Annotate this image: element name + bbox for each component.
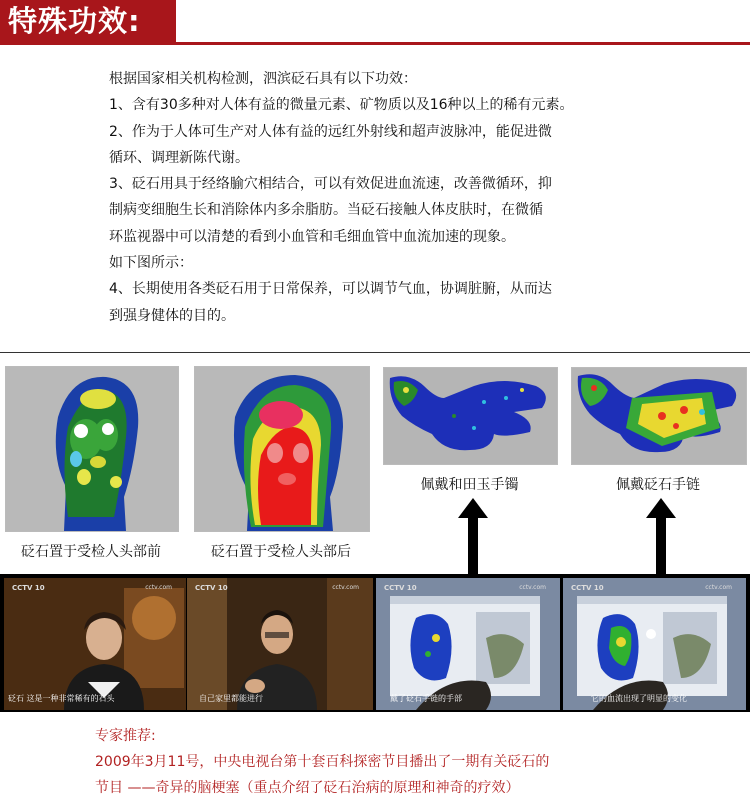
thermal-head-after-caption: 砭石置于受检人头部后 <box>211 544 351 560</box>
intro-line: 制病变细胞生长和消除体内多余脂肪。当砭石接触人体皮肤时，在微循 <box>109 202 543 219</box>
expert-heading: 专家推荐: <box>95 728 156 744</box>
tv-subtitle: 自己家里都能进行 <box>199 694 263 703</box>
intro-line: 如下图所示： <box>109 255 193 272</box>
tv-subtitle: 它的血流出现了明显的变化 <box>591 694 687 703</box>
tv-shot-host <box>4 578 186 710</box>
title-underline <box>0 42 750 45</box>
section-title: 特殊功效: <box>0 0 176 42</box>
intro-line: 到强身健体的目的。 <box>109 307 235 324</box>
site-logo: cctv.com <box>519 584 546 591</box>
thermal-hand-jade-image <box>383 367 558 465</box>
thermal-hand-bian-graphic <box>572 368 746 464</box>
thermal-head-before-caption: 砭石置于受检人头部前 <box>21 544 161 560</box>
intro-line: 4、长期使用各类砭石用于日常保养，可以调节气血，协调脏腑，从而达 <box>109 281 552 298</box>
intro-line: 根据国家相关机构检测，泗滨砭石具有以下功效： <box>109 71 417 87</box>
thermal-hand-bian-caption: 佩戴砭石手链 <box>616 477 700 493</box>
intro-line: 3、砭石用具于经络腧穴相结合，可以有效促进血流速，改善微循环，抑 <box>109 176 552 193</box>
expert-line: 2009年3月11号，中央电视台第十套百科探密节目播出了一期有关砭石的 <box>95 754 550 770</box>
thermal-hand-jade-caption: 佩戴和田玉手镯 <box>420 477 519 493</box>
intro-line: 2、作为于人体可生产对人体有益的远红外射线和超声波脉冲，能促进微 <box>109 123 552 140</box>
expert-line: 节目 ——奇异的脑梗塞（重点介绍了砭石治病的原理和神奇的疗效） <box>95 780 520 796</box>
thermal-hand-jade-graphic <box>384 368 557 464</box>
site-logo: cctv.com <box>145 584 172 591</box>
thermal-head-after-graphic <box>195 367 369 531</box>
channel-logo: CCTV 10 <box>571 584 604 592</box>
intro-line: 循环、调理新陈代谢。 <box>109 149 249 166</box>
thermal-hand-bian-image <box>571 367 747 465</box>
thermal-head-after-image <box>194 366 370 532</box>
tv-shot-monitor-before-graphic <box>376 578 560 710</box>
tv-subtitle: 砭石 这是一种非常稀有的石头 <box>8 694 115 703</box>
expert-recommendation <box>95 723 549 801</box>
channel-logo: CCTV 10 <box>384 584 417 592</box>
channel-logo: CCTV 10 <box>195 584 228 592</box>
tv-shot-monitor-after-graphic <box>563 578 746 710</box>
tv-shot-host-graphic <box>4 578 186 710</box>
site-logo: cctv.com <box>705 584 732 591</box>
tv-shot-guest-graphic <box>187 578 373 710</box>
section-divider <box>0 352 750 353</box>
thermal-head-before-graphic <box>6 367 178 531</box>
intro-line: 1、含有30多种对人体有益的微量元素、矿物质以及16种以上的稀有元素。 <box>109 97 574 114</box>
site-logo: cctv.com <box>332 584 359 591</box>
thermal-head-before-image <box>5 366 179 532</box>
up-arrow-icon <box>646 498 676 576</box>
tv-shot-monitor-before <box>376 578 560 710</box>
channel-logo: CCTV 10 <box>12 584 45 592</box>
tv-shot-monitor-after <box>563 578 746 710</box>
efficacy-description <box>109 66 639 329</box>
intro-line: 环监视器中可以清楚的看到小血管和毛细血管中血流加速的现象。 <box>109 228 515 245</box>
tv-subtitle: 戴了砭石手链的手部 <box>390 694 462 703</box>
tv-shot-guest <box>187 578 373 710</box>
up-arrow-icon <box>458 498 488 576</box>
